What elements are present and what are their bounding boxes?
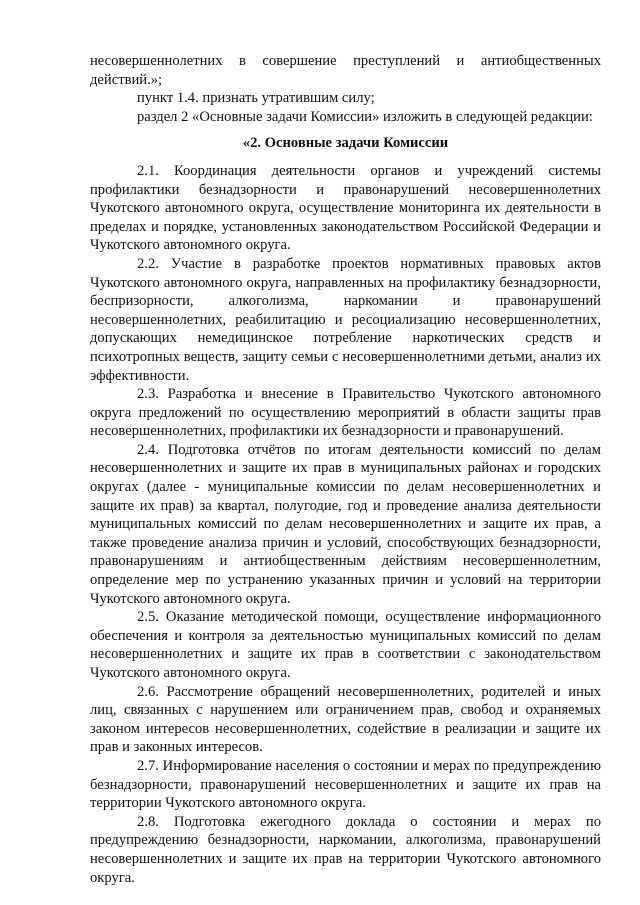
item-2-4: 2.4. Подготовка отчётов по итогам деятельности комиссий по делам несовершеннолетних и защите их прав в муниципальных районах и городских округах (далее - муниципальные комиссии по делам несовершеннолетних и защите их прав) за квартал, полугодие, год и проведение анализа деятельности муниципальных комиссий по делам несовершеннолетних и защите их прав, а также проведение анализа причин и условий, способствующих безнадзорности, правонарушениям и антиобщественным действиям несовершеннолетним, определение мер по устранению указанных причин и условий на территории Чукотского автономного округа. (90, 441, 601, 607)
document-page (90, 52, 601, 887)
item-2-2: 2.2. Участие в разработке проектов нормативных правовых актов Чукотского автономного округа, направленных на профилактику безнадзорности, беспризорности, алкоголизма, наркомании и правонарушений несовершеннолетних, реабилитацию и ресоциализацию несовершеннолетних, допускающих немедицинское потребление наркотических средств и психотропных веществ, защиту семьи с несовершеннолетними детьми, анализ их эффективности. (90, 255, 601, 384)
intro-clause-1-4: пункт 1.4. признать утратившим силу; (137, 90, 375, 107)
item-2-5: 2.5. Оказание методической помощи, осуществление информационного обеспечения и контроля за деятельностью муниципальных комиссий по делам несовершеннолетних и защите их прав в соответствии с законодательством Чукотского автономного округа. (90, 609, 601, 681)
intro-section-2: раздел 2 «Основные задачи Комиссии» изложить в следующей редакции: (137, 108, 593, 125)
item-2-1: 2.1. Координация деятельности органов и учреждений системы профилактики безнадзорности и правонарушений несовершеннолетних Чукотского автономного округа, осуществление мониторинга их деятельности в пределах и порядке, установленных законодательством Российской Федерации и Чукотского автономного округа. (90, 162, 601, 254)
item-2-3: 2.3. Разработка и внесение в Правительство Чукотского автономного округа предложений по осуществлению мероприятий в области защиты прав несовершеннолетних, профилактики их безнадзорности и правонарушений. (90, 386, 601, 440)
section-title: «2. Основные задачи Комиссии (242, 135, 449, 152)
item-2-7: 2.7. Информирование населения о состоянии и мерах по предупреждению безнадзорности, правонарушений несовершеннолетних и защите их прав на территории Чукотского автономного округа. (90, 757, 601, 812)
item-2-8: 2.8. Подготовка ежегодного доклада о состоянии и мерах по предупреждению безнадзорности, наркомании, алкоголизма, правонарушений несовершеннолетних и защите их прав на территории Чукотского автономного округа. (90, 813, 601, 886)
intro-continuation: несовершеннолетних в совершение преступлений и антиобщественных действий.»; (90, 53, 601, 88)
item-2-6: 2.6. Рассмотрение обращений несовершеннолетних, родителей и иных лиц, связанных с нарушением или ограничением прав, свобод и охраняемых законом интересов несовершеннолетних, содействие в реализации и защите их прав и законных интересов. (90, 683, 601, 756)
